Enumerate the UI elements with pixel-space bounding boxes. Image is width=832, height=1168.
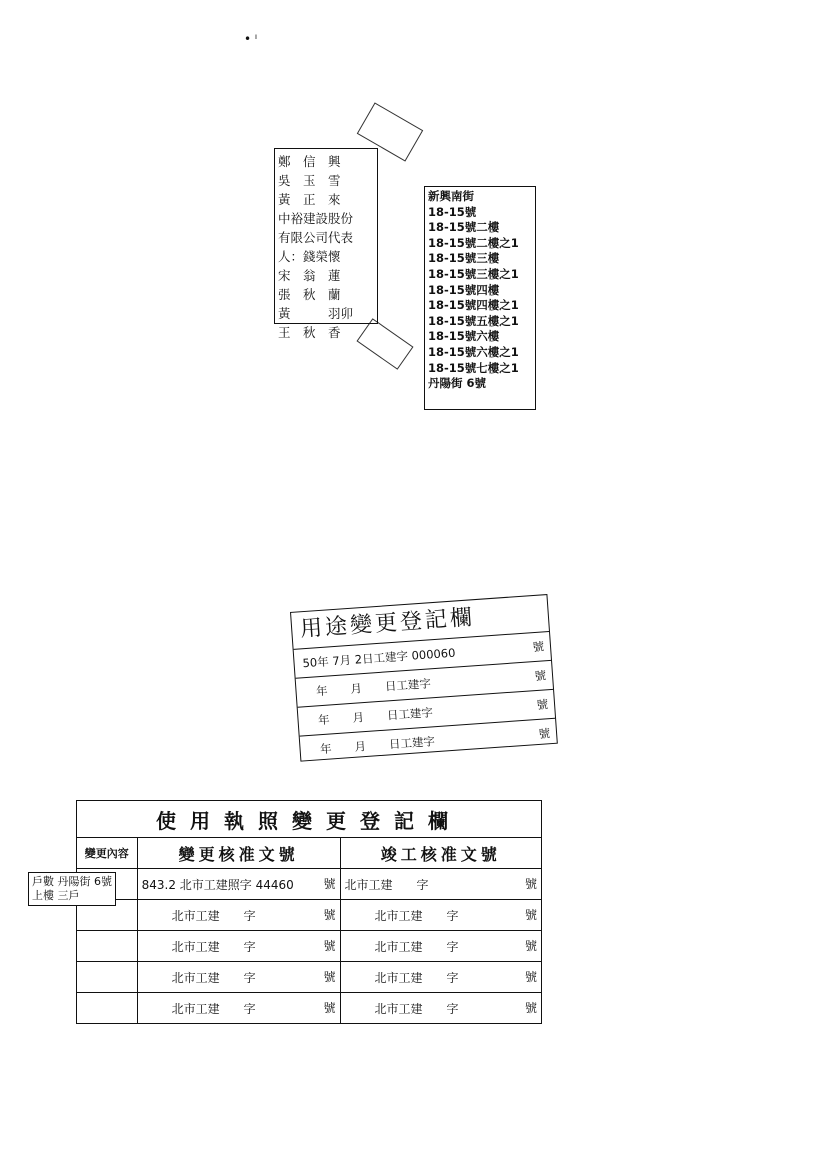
completion-suffix: 號 <box>524 970 537 984</box>
address-line: 丹陽街 6號 <box>428 376 487 391</box>
addresses-list <box>424 186 536 410</box>
purpose-change-register <box>290 594 558 762</box>
purpose-row-suffix: 號 <box>536 697 549 713</box>
owner-line: 張 秋 蘭 <box>278 287 341 302</box>
completion-cell <box>340 993 541 1024</box>
approval-text: 北市工建 字 <box>171 970 256 985</box>
address-line: 18-15號六樓之1 <box>428 344 519 359</box>
approval-suffix: 號 <box>323 908 336 922</box>
completion-text: 北市工建 字 <box>374 908 459 923</box>
note-line: 上樓 三戶 <box>32 889 80 902</box>
approval-cell <box>137 869 340 900</box>
header-change-content: 變更內容 <box>77 838 138 869</box>
change-content-cell <box>77 931 138 962</box>
address-line: 18-15號五樓之1 <box>428 313 519 328</box>
owner-line: 中裕建設股份 <box>278 211 354 226</box>
completion-cell <box>340 900 541 931</box>
address-line: 18-15號四樓 <box>428 282 500 297</box>
change-content-cell <box>77 993 138 1024</box>
owner-line: 黃 正 來 <box>278 192 341 207</box>
completion-text: 北市工建 字 <box>374 970 459 985</box>
completion-text: 北市工建 字 <box>344 877 429 892</box>
approval-suffix: 號 <box>323 939 336 953</box>
license-register-caption-row <box>77 801 542 838</box>
address-line: 18-15號三樓 <box>428 251 500 266</box>
address-line: 18-15號二樓 <box>428 220 500 235</box>
purpose-row-text: 年 月 日工建字 <box>304 676 432 700</box>
address-line: 18-15號四樓之1 <box>428 298 519 313</box>
approval-suffix: 號 <box>323 970 336 984</box>
table-row <box>77 962 542 993</box>
approval-suffix: 號 <box>323 877 336 891</box>
owner-line: 黃 羽卯 <box>278 306 354 321</box>
completion-text: 北市工建 字 <box>374 939 459 954</box>
header-change-approval: 變更核准文號 <box>137 838 340 869</box>
approval-cell <box>137 962 340 993</box>
table-row <box>77 931 542 962</box>
address-line: 18-15號三樓之1 <box>428 266 519 281</box>
address-line: 18-15號 <box>428 204 477 219</box>
approval-text: 北市工建 字 <box>171 908 256 923</box>
approval-cell <box>137 993 340 1024</box>
purpose-row-suffix: 號 <box>532 639 545 655</box>
approval-text: 843.2 北市工建照字 44460 <box>141 877 294 892</box>
approval-cell <box>137 931 340 962</box>
purpose-row-text: 年 月 日工建字 <box>306 705 434 729</box>
purpose-row-text: 50年 7月 2日工建字 000060 <box>302 645 456 671</box>
completion-cell <box>340 962 541 993</box>
address-line: 18-15號七樓之1 <box>428 360 519 375</box>
table-row <box>77 900 542 931</box>
owner-line: 吳 玉 雪 <box>278 173 341 188</box>
table-row <box>77 869 542 900</box>
owner-line: 宋 翁 蓮 <box>278 268 341 283</box>
handwritten-note <box>28 872 116 906</box>
purpose-row-suffix: 號 <box>538 726 551 741</box>
owner-line: 有限公司代表 <box>278 230 354 245</box>
table-row <box>77 993 542 1024</box>
license-register-caption: 使用執照變更登記欄 <box>77 801 542 838</box>
completion-suffix: 號 <box>524 877 537 891</box>
completion-suffix: 號 <box>524 1001 537 1015</box>
completion-suffix: 號 <box>524 939 537 953</box>
header-mark: • ᴵ <box>244 32 258 46</box>
license-register-table <box>76 800 542 1024</box>
license-change-register <box>76 800 542 1024</box>
owner-line: 王 秋 香 <box>278 325 341 340</box>
license-register-header-row <box>77 838 542 869</box>
completion-cell <box>340 931 541 962</box>
completion-text: 北市工建 字 <box>374 1001 459 1016</box>
completion-suffix: 號 <box>524 908 537 922</box>
purpose-row-suffix: 號 <box>534 668 547 684</box>
approval-text: 北市工建 字 <box>171 939 256 954</box>
owner-line: 人：錢榮懷 <box>278 249 341 264</box>
approval-text: 北市工建 字 <box>171 1001 256 1016</box>
address-line: 18-15號二樓之1 <box>428 235 519 250</box>
purpose-row-text: 年 月 日工建字 <box>308 734 436 758</box>
header-completion-approval: 竣工核准文號 <box>340 838 541 869</box>
purpose-register-title: 用途變更登記欄 <box>291 595 549 650</box>
approval-suffix: 號 <box>323 1001 336 1015</box>
change-content-cell <box>77 962 138 993</box>
approval-cell <box>137 900 340 931</box>
owner-line: 鄭 信 興 <box>278 154 341 169</box>
owners-list <box>274 148 378 340</box>
address-line: 新興南街 <box>428 189 474 203</box>
completion-cell <box>340 869 541 900</box>
note-line: 戶數 丹陽街 6號 <box>32 875 112 888</box>
address-line: 18-15號六樓 <box>428 329 500 344</box>
